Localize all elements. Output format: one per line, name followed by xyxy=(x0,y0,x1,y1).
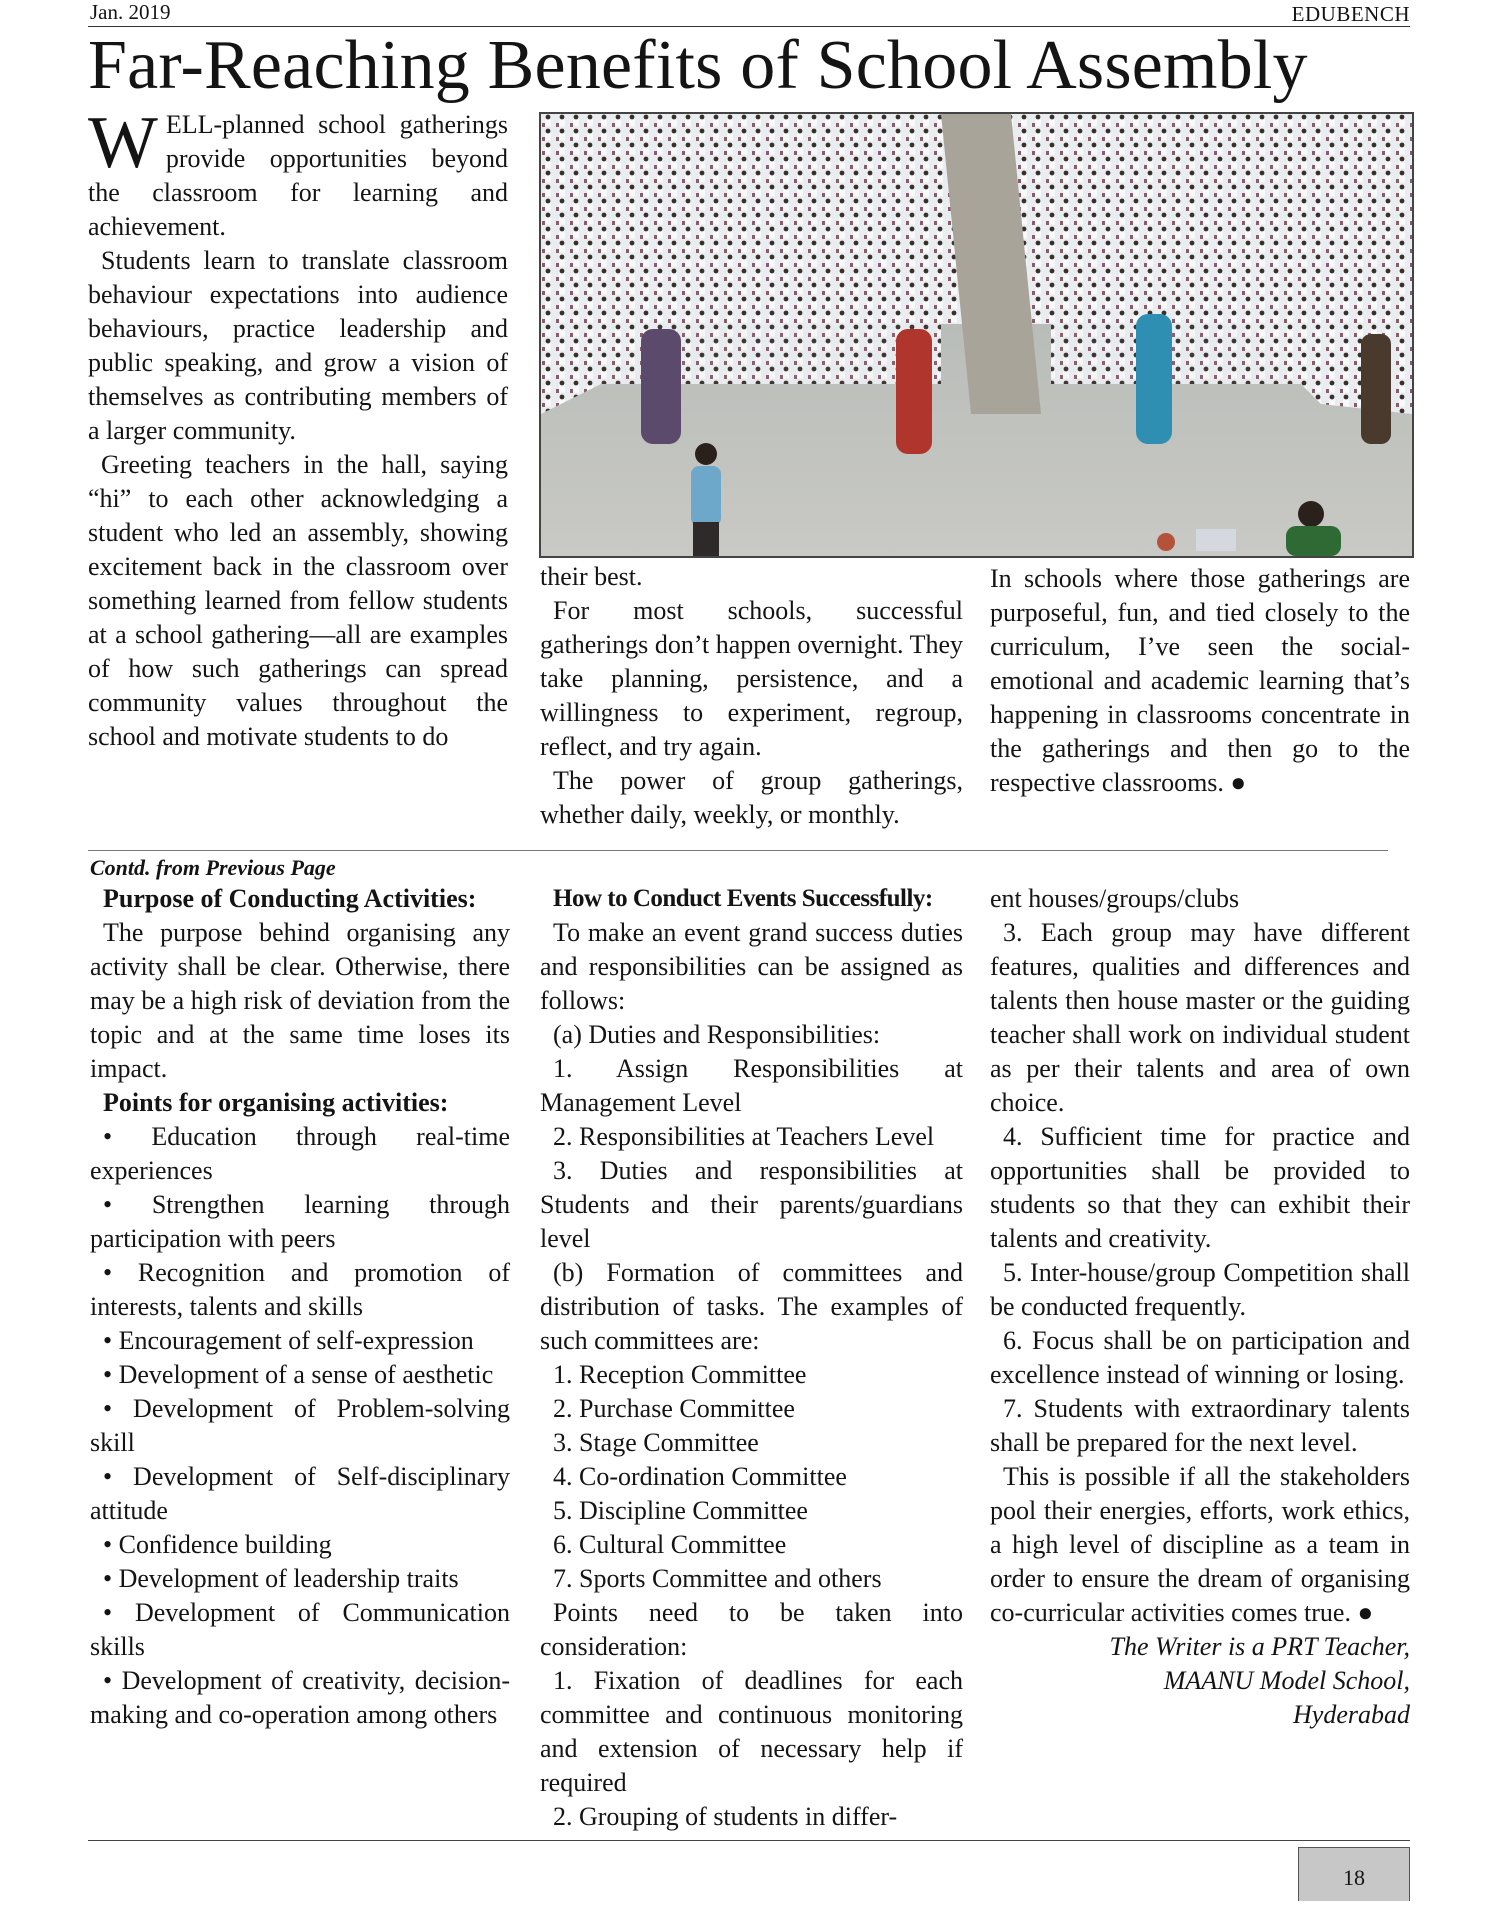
intro-paragraph-1: WELL-planned school gatherings provide opportunities beyond the classroom for learning and achievement. xyxy=(88,102,508,241)
column-groups xyxy=(990,882,1410,1732)
intro-column-3 xyxy=(990,562,1410,800)
article-title: Far-Reaching Benefits of School Assembly xyxy=(88,27,1308,104)
events-line: To make an event grand success duties and responsibilities can be assigned as follows: xyxy=(540,918,963,1015)
column-purpose xyxy=(90,882,510,1732)
events-line: 2. Responsibilities at Teachers Level xyxy=(553,1122,935,1151)
intro-paragraph-6: In schools where those gatherings are purposeful, fun, and tied closely to the curriculum, I’ve seen the social-emotional and academic learning that’s happening in classrooms concentrate in the gatherings and then go to the respective classrooms. ● xyxy=(990,564,1410,797)
events-line: 7. Sports Committee and others xyxy=(553,1564,882,1593)
intro-paragraph-4: For most schools, successful gatherings don’t happen overnight. They take planning, persistence, and a willingness to experiment, regroup, reflect, and try again. xyxy=(540,596,963,761)
list-item: • Recognition and promotion of interests, talents and skills xyxy=(90,1258,510,1321)
list-item: • Development of leadership traits xyxy=(103,1564,459,1593)
events-line: 1. Assign Responsibilities at Management Level xyxy=(540,1054,963,1117)
list-item: • Education through real-time experiences xyxy=(90,1122,510,1185)
section-divider xyxy=(88,850,1388,851)
events-line: 2. Purchase Committee xyxy=(553,1394,795,1423)
author-signature: MAANU Model School, xyxy=(1163,1666,1410,1695)
list-item: • Confidence building xyxy=(103,1530,332,1559)
groups-line: This is possible if all the stakeholders pool their energies, efforts, work ethics, a high level of discipline as a team in order to ensure the dream of organising co-curricular activities comes true. ● xyxy=(990,1462,1410,1627)
heading-events: How to Conduct Events Successfully: xyxy=(553,885,933,912)
drop-cap: W xyxy=(88,102,158,184)
groups-line: ent houses/groups/clubs xyxy=(990,884,1240,913)
events-line: Points need to be taken into consideration: xyxy=(540,1598,963,1661)
intro-paragraph-5: The power of group gatherings, whether daily, weekly, or monthly. xyxy=(540,766,963,829)
issue-date: Jan. 2019 xyxy=(90,0,171,24)
groups-line: 5. Inter-house/group Competition shall be conducted frequently. xyxy=(990,1258,1410,1321)
list-item: • Development of Communication skills xyxy=(90,1598,510,1661)
events-line: 1. Fixation of deadlines for each committee and continuous monitoring and extension of necessary help if required xyxy=(540,1666,963,1797)
intro-column-1 xyxy=(88,102,508,754)
list-item: • Development of a sense of aesthetic xyxy=(103,1360,494,1389)
intro-paragraph-2: Students learn to translate classroom behaviour expectations into audience behaviours, practice leadership and public speaking, and grow a vision of themselves as contributing members of a larger community. xyxy=(88,246,508,445)
groups-line: 6. Focus shall be on participation and excellence instead of winning or losing. xyxy=(990,1326,1410,1389)
events-line: 2. Grouping of students in differ- xyxy=(553,1802,898,1831)
events-line: 1. Reception Committee xyxy=(553,1360,807,1389)
author-signature: The Writer is a PRT Teacher, xyxy=(1109,1632,1410,1661)
groups-line: 7. Students with extraordinary talents shall be prepared for the next level. xyxy=(990,1394,1410,1457)
events-line: (a) Duties and Responsibilities: xyxy=(553,1020,881,1049)
heading-purpose: Purpose of Conducting Activities: xyxy=(103,884,477,913)
students-assembly-image xyxy=(541,114,1412,556)
events-line: 3. Duties and responsibilities at Students and their parents/guardians level xyxy=(540,1156,963,1253)
events-line: 5. Discipline Committee xyxy=(553,1496,808,1525)
heading-points: Points for organising activities: xyxy=(103,1088,449,1117)
list-item: • Development of Problem-solving skill xyxy=(90,1394,510,1457)
footer-rule xyxy=(88,1840,1410,1841)
list-item: • Strengthen learning through participation with peers xyxy=(90,1190,510,1253)
column-events xyxy=(540,882,963,1834)
intro-continuation: their best. xyxy=(540,562,643,591)
intro-column-2 xyxy=(540,560,963,832)
magazine-page xyxy=(88,0,1410,1900)
continued-label: Contd. from Previous Page xyxy=(90,855,336,880)
assembly-photo xyxy=(539,112,1414,558)
publication-name: EDUBENCH xyxy=(1291,2,1410,26)
events-line: 4. Co-ordination Committee xyxy=(553,1462,847,1491)
list-item: • Development of Self-disciplinary attitude xyxy=(90,1462,510,1525)
events-line: 3. Stage Committee xyxy=(553,1428,759,1457)
events-line: 6. Cultural Committee xyxy=(553,1530,787,1559)
author-signature: Hyderabad xyxy=(1293,1700,1410,1729)
list-item: • Development of creativity, decision-making and co-operation among others xyxy=(90,1666,510,1729)
groups-line: 4. Sufficient time for practice and opportunities shall be provided to students so that they can exhibit their talents and creativity. xyxy=(990,1122,1410,1253)
purpose-paragraph: The purpose behind organising any activity shall be clear. Otherwise, there may be a high risk of deviation from the topic and at the same time loses its impact. xyxy=(90,918,510,1083)
events-line: (b) Formation of committees and distribution of tasks. The examples of such committees are: xyxy=(540,1258,963,1355)
groups-line: 3. Each group may have different features, qualities and differences and talents then house master or the guiding teacher shall work on individual student as per their talents and area of own choice. xyxy=(990,918,1410,1117)
page-number: 18 xyxy=(1298,1847,1410,1901)
intro-paragraph-3: Greeting teachers in the hall, saying “hi” to each other acknowledging a student who led an assembly, showing excitement back in the classroom over something learned from fellow students at a school gathering—all are examples of how such gatherings can spread community values throughout the school and motivate students to do xyxy=(88,450,508,751)
list-item: • Encouragement of self-expression xyxy=(103,1326,474,1355)
